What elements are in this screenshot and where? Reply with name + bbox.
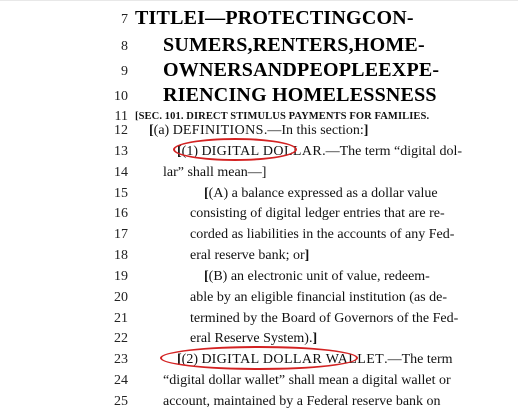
definitions-heading: [(a) DEFINITIONS.—In this section:]	[149, 123, 369, 138]
line-number: 25	[114, 394, 128, 409]
paragraph-text: [(2) DIGITAL DOLLAR WALLET.—The term	[177, 352, 453, 367]
annotation-oval	[160, 346, 358, 370]
title-word: EXPE-	[378, 59, 440, 81]
line-number: 16	[114, 206, 128, 221]
line-number: 22	[114, 331, 128, 346]
line-number: 11	[114, 109, 128, 124]
title-word: SUMERS,	[163, 34, 253, 56]
line-number: 20	[114, 290, 128, 305]
annotation-oval	[173, 138, 297, 161]
paragraph-text: consisting of digital ledger entries that are re-	[190, 206, 445, 221]
title-line	[163, 33, 425, 57]
section-heading: [SEC. 101. DIRECT STIMULUS PAYMENTS FOR FAMILIES.	[135, 111, 430, 122]
line-number: 24	[114, 373, 128, 388]
title-word: CON-	[361, 7, 414, 29]
title-line	[135, 6, 413, 30]
title-word: TITLE	[135, 7, 198, 29]
title-line: RIENCING HOMELESSNESS	[163, 84, 437, 106]
title-word: RENTERS,	[252, 34, 354, 56]
line-number: 15	[114, 186, 128, 201]
paragraph-text: corded as liabilities in the accounts of any Fed-	[190, 227, 455, 242]
title-word: OWNERS	[163, 59, 254, 81]
title-word: AND	[253, 59, 298, 81]
paragraph-text: [(A) a balance expressed as a dollar value	[204, 186, 438, 201]
paragraph-text: termined by the Board of Governors of the Fed-	[190, 311, 459, 326]
line-10	[0, 83, 518, 107]
line-number: 23	[114, 352, 128, 367]
paragraph-text: [(B) an electronic unit of value, redeem-	[204, 269, 430, 284]
line-number: 14	[114, 165, 128, 180]
line-number: 18	[114, 248, 128, 263]
line-9	[0, 58, 518, 82]
line-number: 17	[114, 227, 128, 242]
line-number: 12	[114, 123, 128, 138]
title-word: PEOPLE	[297, 59, 379, 81]
line-8	[0, 33, 518, 57]
definition-term-digital-dollar-wallet: (2) D	[181, 352, 212, 367]
paragraph-text: account, maintained by a Federal reserve bank on	[163, 394, 441, 409]
line-number: 13	[114, 144, 128, 159]
paragraph-text: lar” shall mean—]	[163, 165, 267, 180]
title-word: HOME-	[353, 34, 425, 56]
line-number: 9	[121, 64, 128, 79]
paragraph-text: [(1) DIGITAL DOLLAR.—The term “digital dol-	[177, 144, 463, 159]
line-25	[0, 392, 518, 416]
paragraph-text: eral Reserve System).]	[190, 331, 318, 346]
title-word: I—PROTECTING	[197, 7, 362, 29]
paragraph-text: able by an eligible financial institution (as de-	[190, 290, 447, 305]
paragraph-text: eral reserve bank; or]	[190, 248, 310, 263]
line-number: 8	[121, 39, 128, 54]
paragraph-text: “digital dollar wallet” shall mean a digital wallet or	[163, 373, 451, 388]
top-edge	[0, 0, 518, 1]
line-number: 21	[114, 311, 128, 326]
line-number: 7	[121, 12, 128, 27]
line-number: 19	[114, 269, 128, 284]
title-line	[163, 58, 440, 82]
line-number: 10	[114, 89, 128, 104]
line-7	[0, 6, 518, 30]
definition-term-digital-dollar: (1) DIGITAL DOLLAR.—	[181, 144, 340, 159]
